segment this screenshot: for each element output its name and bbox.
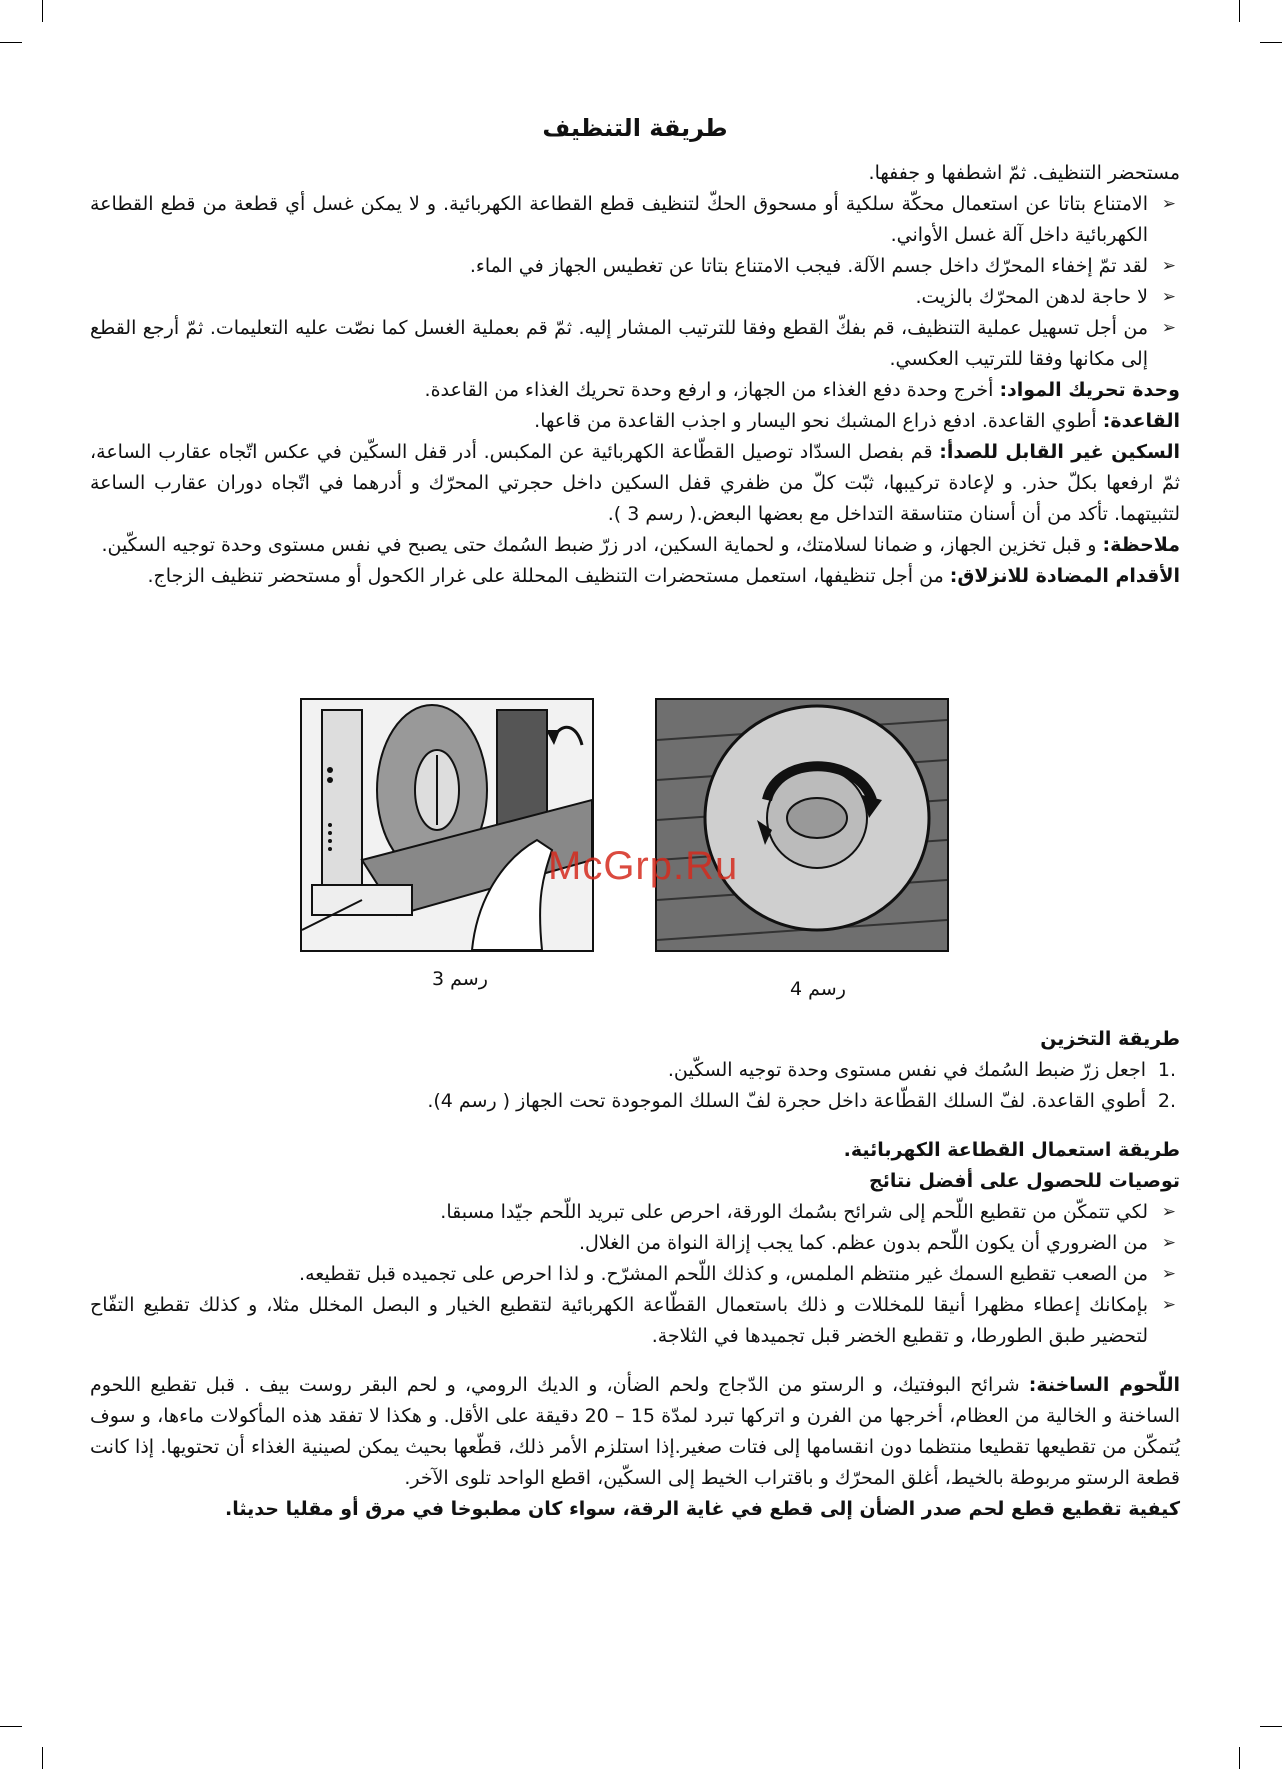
list-item: ➢ لكي تتمكّن من تقطيع اللّحم إلى شرائح بسُمك الورقة، احرص على تبريد اللّحم جيّدا مسبقا. — [90, 1197, 1180, 1228]
hot-meats-text: شرائح البوفتيك، و الرستو من الدّجاج ولحم الضأن، و الديك الرومي، و لحم البقر روست بيف . قبل تقطيع اللحوم الساخنة و الخالية من العظام، أخرجها من الفرن و اتركها تبرد لمدّة 15 – 20 دقيقة على الأقل. و هكذا لا تفقد هذه المأكولات ماءها، و سوف يُتمكّن من تقطيعها تقطيعا منتظما دون انقسامها إلى فتات صغير.إذا استلزم الأمر ذلك، قطّعها بحيث يمكن لصينية الغذاء أن تحتويها. إذا كانت قطعة الرستو مربوطة بالخيط، أغلق المحرّك و باقتراب الخيط إلى السكّين، اقطع الواحد تلوى الآخر. — [90, 1374, 1181, 1489]
blade-text: قم بفصل السدّاد توصيل القطّاعة الكهربائية عن المكبس. أدر قفل السكّين في عكس اتّجاه عقارب الساعة، ثمّ ارفعها بكلّ حذر. و لإعادة تركيبها، ثبّت كلّ من ظفري قفل السكين داخل حجرتي المحرّك و أدرهما في اتّجاه دوران عقارب الساعة لتثبيتهما. تأكد من أن أسنان متناسقة التداخل مع بعضها البعض.( رسم 3 ). — [90, 441, 1180, 525]
crop-mark — [0, 1726, 22, 1727]
list-item: ➢ من الضروري أن يكون اللّحم بدون عظم. كما يجب إزالة النواة من الغلال. — [90, 1228, 1180, 1259]
list-item: ➢ لا حاجة لدهن المحرّك بالزيت. — [90, 282, 1180, 313]
figure-4-illustration — [655, 698, 949, 952]
crop-mark — [1260, 42, 1282, 43]
feed-unit-paragraph — [90, 375, 1180, 406]
list-item: ➢ من الصعب تقطيع السمك غير منتظم الملمس، و كذلك اللّحم المشرّح. و لذا احرص على تجميده قبل تقطيعه. — [90, 1259, 1180, 1290]
base-paragraph — [90, 406, 1180, 437]
list-item: ➢ لقد تمّ إخفاء المحرّك داخل جسم الآلة. فيجب الامتناع بتاتا عن تغطيس الجهاز في الماء. — [90, 251, 1180, 282]
list-item: ➢ بإمكانك إعطاء مظهرا أنيقا للمخللات و ذلك باستعمال القطّاعة الكهربائية لتقطيع الخيار و البصل المخلل مثلا، و كذلك تقطيع التفّاح لتحضير طبق الطورطا، و تقطيع الخضر قبل تجميدها في الثلاجة. — [90, 1290, 1180, 1352]
feet-label: الأقدام المضادة للانزلاق: — [949, 565, 1180, 587]
note-text: و قبل تخزين الجهاز، و ضمانا لسلامتك، و لحماية السكين، ادر زرّ ضبط السُمك حتى يصبح في نفس مستوى وحدة توجيه السكّين. — [101, 534, 1103, 556]
crop-mark — [1260, 1726, 1282, 1727]
cleaning-bullet-list — [90, 189, 1180, 375]
list-item: ➢ من أجل تسهيل عملية التنظيف، قم بفكّ القطع وفقا للترتيب المشار إليه. ثمّ قم بعملية الغسل كما نصّت عليه التعليمات. ثمّ أرجع القطع إلى مكانها وفقا للترتيب العكسي. — [90, 313, 1180, 375]
page-title: طريقة التنظيف — [542, 114, 728, 142]
hot-meats-paragraph — [90, 1370, 1180, 1494]
item-number: .2 — [1157, 1090, 1176, 1112]
item-number: .1 — [1157, 1059, 1176, 1081]
cleaning-intro: مستحضر التنظيف. ثمّ اشطفها و جففها. — [868, 162, 1180, 184]
feed-unit-label: وحدة تحريك المواد: — [999, 379, 1180, 401]
spacer — [90, 1117, 1180, 1135]
base-label: القاعدة: — [1102, 410, 1180, 432]
storage-heading: طريقة التخزين — [1040, 1028, 1180, 1050]
figure-4-caption: رسم 4 — [790, 978, 846, 1000]
item-text: اجعل زرّ ضبط السُمك في نفس مستوى وحدة توجيه السكّين. — [667, 1059, 1146, 1081]
final-instruction-text: كيفية تقطيع قطع لحم صدر الضأن إلى قطع في غاية الرقة، سواء كان مطبوخا في مرق أو مقليا حديثا. — [225, 1498, 1180, 1520]
feet-text: من أجل تنظيفها، استعمل مستحضرات التنظيف المحللة على غرار الكحول أو مستحضر تنظيف الزجاج. — [147, 565, 950, 587]
crop-mark — [0, 42, 22, 43]
usage-bullet-list — [90, 1197, 1180, 1352]
figure-3-caption: رسم 3 — [432, 968, 488, 990]
crop-mark — [1239, 1747, 1240, 1769]
feet-paragraph — [90, 561, 1180, 592]
crop-mark — [1239, 0, 1240, 22]
list-item: ➢ الامتناع بتاتا عن استعمال محكّة سلكية أو مسحوق الحكّ لتنظيف قطع القطاعة الكهربائية. و لا يمكن غسل أي قطعة من قطع القطاعة الكهربائية داخل آلة غسل الأواني. — [90, 189, 1180, 251]
hot-meats-label: اللّحوم الساخنة: — [1028, 1374, 1181, 1396]
item-text: أطوي القاعدة. لفّ السلك القطّاعة داخل حجرة لفّ السلك الموجودة تحت الجهاز ( رسم 4). — [427, 1090, 1146, 1112]
usage-subheading: توصيات للحصول على أفضل نتائج — [869, 1170, 1180, 1192]
crop-mark — [42, 1747, 43, 1769]
blade-paragraph — [90, 437, 1180, 530]
crop-mark — [42, 0, 43, 22]
list-item — [90, 1086, 1180, 1117]
base-text: أطوي القاعدة. ادفع ذراع المشبك نحو اليسار و اجذب القاعدة من قاعها. — [534, 410, 1103, 432]
storage-list — [90, 1055, 1180, 1117]
spacer — [90, 1352, 1180, 1370]
feed-unit-text: أخرج وحدة دفع الغذاء من الجهاز، و ارفع وحدة تحريك الغذاء من القاعدة. — [424, 379, 1000, 401]
list-item — [90, 1055, 1180, 1086]
watermark-text: McGrp.Ru — [548, 844, 739, 888]
note-paragraph — [90, 530, 1180, 561]
blade-label: السكين غير القابل للصدأ: — [939, 441, 1180, 463]
note-label: ملاحظة: — [1102, 534, 1180, 556]
figure-3-illustration — [300, 698, 594, 952]
usage-heading: طريقة استعمال القطاعة الكهربائية. — [843, 1139, 1180, 1161]
final-instruction — [90, 1494, 1180, 1525]
